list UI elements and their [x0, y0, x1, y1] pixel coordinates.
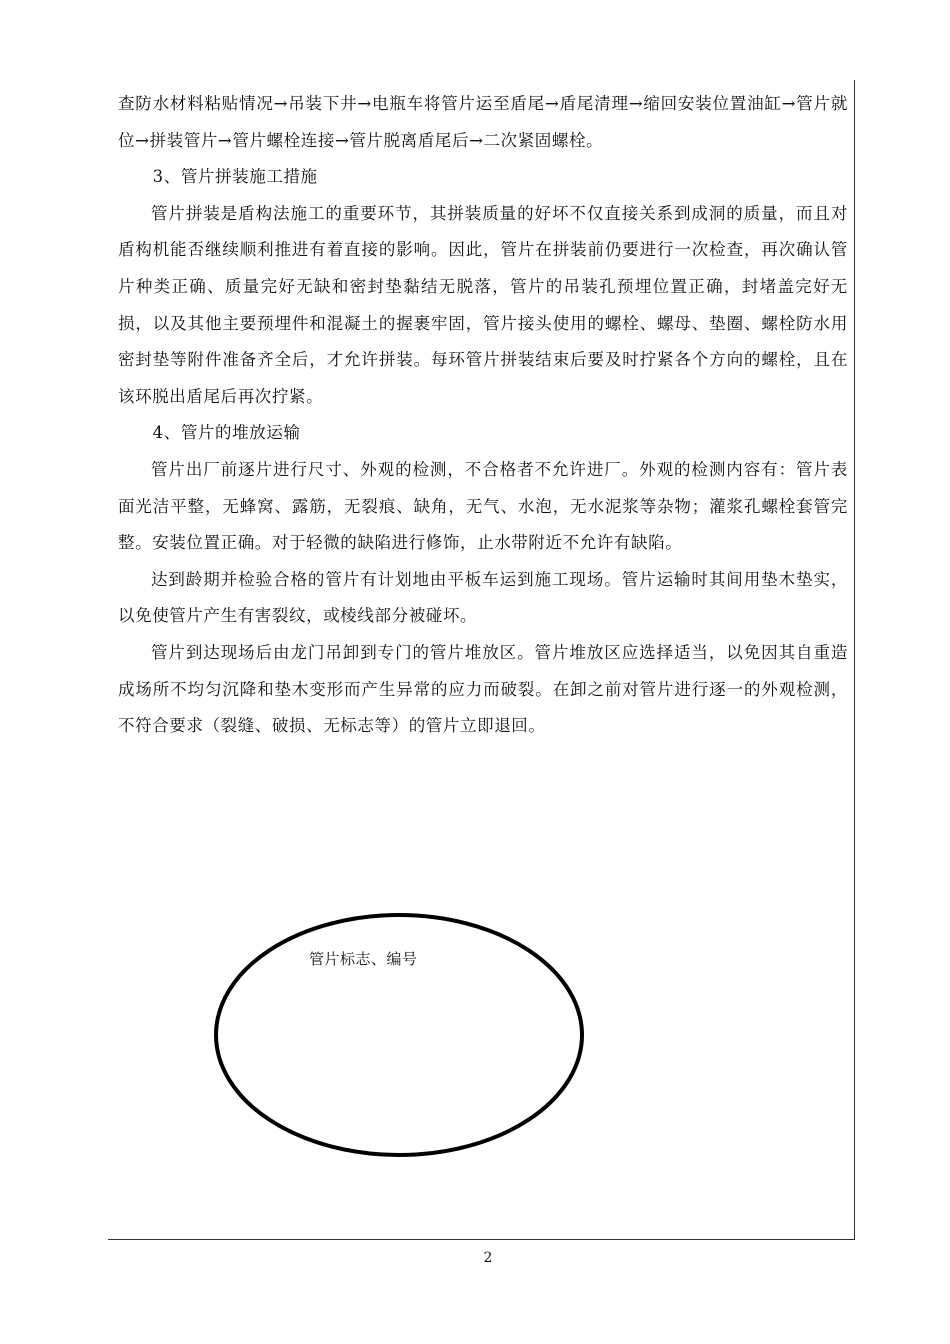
paragraph-storage: 管片到达现场后由龙门吊卸到专门的管片堆放区。管片堆放区应选择适当，以免因其自重造成场所不均匀沉降和垫木变形而产生异常的应力而破裂。在卸之前对管片进行逐一的外观检测，不符合要求（裂缝、破损、无标志等）的管片立即退回。 [118, 642, 848, 736]
paragraph-assembly-measures: 管片拼装是盾构法施工的重要环节，其拼装质量的好坏不仅直接关系到成洞的质量，而且对盾构机能否继续顺利推进有着直接的影响。因此，管片在拼装前仍要进行一次检查，再次确认管片种类正确、质量完好无缺和密封垫黏结无脱落，管片的吊装孔预埋位置正确，封堵盖完好无损，以及其他主要预埋件和混凝土的握裹牢固，管片接头使用的螺栓、螺母、垫圈、螺栓防水用密封垫等附件准备齐全后，才允许拼装。每环管片拼装结束后要及时拧紧各个方向的螺栓，且在该环脱出盾尾后再次拧紧。 [118, 203, 848, 406]
paragraph-transport: 达到龄期并检验合格的管片有计划地由平板车运到施工现场。管片运输时其间用垫木垫实，以免使管片产生有害裂纹，或棱线部分被碰坏。 [118, 569, 848, 626]
segment-mark-figure [213, 912, 585, 1158]
paragraph-inspection: 管片出厂前逐片进行尺寸、外观的检测，不合格者不允许进厂。外观的检测内容有：管片表面光洁平整，无蜂窝、露筋，无裂痕、缺角，无气、水泡，无水泥浆等杂物；灌浆孔螺栓套管完整。安装位置正确。对于轻微的缺陷进行修饰，止水带附近不允许有缺陷。 [118, 459, 848, 553]
section-heading-3: 3、管片拼装施工措施 [152, 167, 318, 187]
section-heading-4: 4、管片的堆放运输 [152, 423, 301, 443]
document-body [118, 86, 848, 745]
paragraph-assembly-flow: 查防水材料粘贴情况→吊装下井→电瓶车将管片运至盾尾→盾尾清理→缩回安装位置油缸→管片就位→拼装管片→管片螺栓连接→管片脱离盾尾后→二次紧固螺栓。 [118, 94, 848, 150]
page-number: 2 [483, 1250, 493, 1266]
figure-label: 管片标志、编号 [309, 950, 418, 968]
